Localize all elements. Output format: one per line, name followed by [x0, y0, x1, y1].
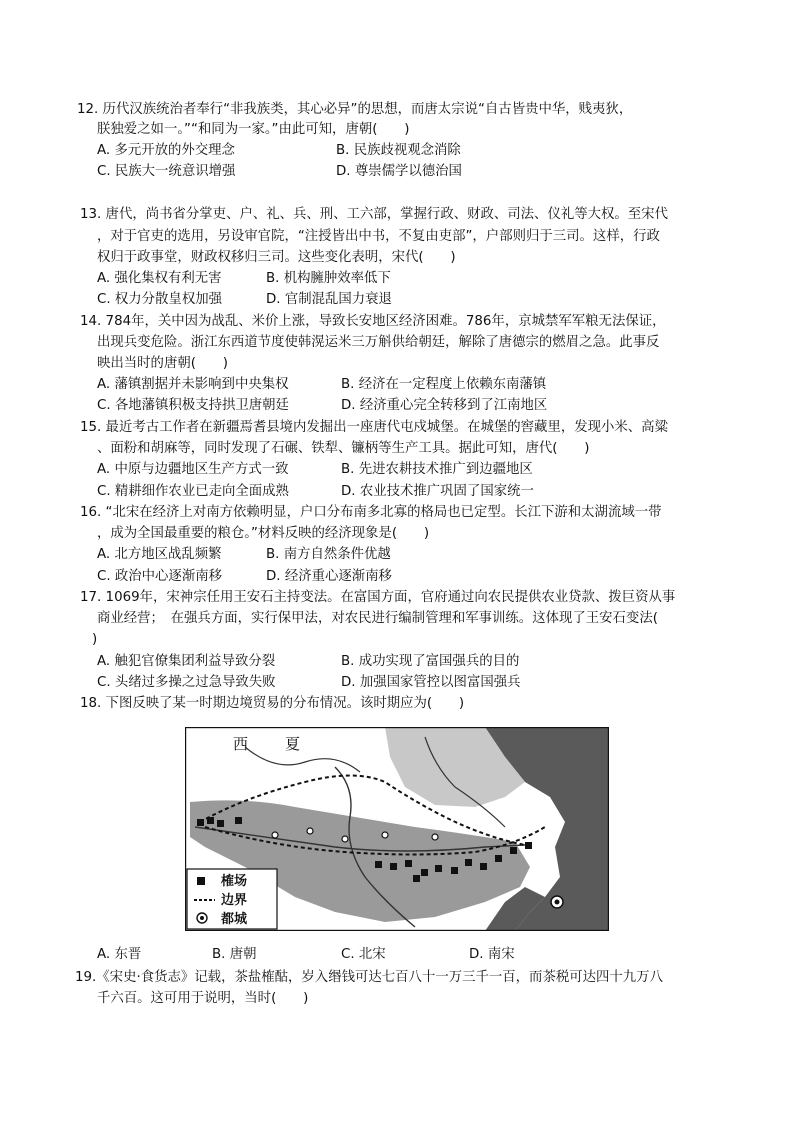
q15-option-c[interactable]: C. 精耕细作农业已走向全面成熟	[97, 484, 289, 499]
market-square	[510, 847, 517, 854]
legend-label-capital: 都城	[221, 912, 248, 927]
q14-option-c[interactable]: C. 各地藩镇积极支持拱卫唐朝廷	[97, 398, 289, 413]
q13-option-d[interactable]: D. 官制混乱国力衰退	[266, 292, 392, 307]
q13-line-3: 权归于政事堂，财政权移归三司。这些变化表明，宋代( )	[97, 250, 456, 265]
map-region-label-1: 西	[233, 735, 249, 753]
q18-option-c[interactable]: C. 北宋	[341, 947, 386, 962]
q17-line-3: )	[92, 632, 98, 647]
market-square	[480, 863, 487, 870]
q12-option-c[interactable]: C. 民族大一统意识增强	[97, 164, 236, 179]
city-circle	[272, 832, 278, 838]
city-circle	[342, 836, 348, 842]
q16-option-d[interactable]: D. 经济重心逐渐南移	[266, 569, 392, 584]
market-square	[495, 855, 502, 862]
q12-option-d[interactable]: D. 尊崇儒学以德治国	[336, 164, 462, 179]
q17-line-2: 商业经营； 在强兵方面，实行保甲法，对农民进行编制管理和军事训练。这体现了王安石变法(	[97, 611, 658, 626]
q13-option-b[interactable]: B. 机构臃肿效率低下	[266, 271, 391, 286]
island	[540, 909, 558, 921]
q16-option-a[interactable]: A. 北方地区战乱频繁	[97, 547, 222, 562]
q12-line-2: 朕独爱之如一。”“和同为一家。”由此可知，唐朝( )	[97, 122, 410, 137]
market-square	[435, 865, 442, 872]
q13-line-2: ，对于官吏的选用，另设审官院，“注授皆出中书，不复由吏部”，户部则归于三司。这样，行政	[97, 229, 660, 244]
q12-option-b[interactable]: B. 民族歧视观念消除	[336, 143, 461, 158]
q13-line-1: 13. 唐代，尚书省分掌吏、户、礼、兵、刑、工六部，掌握行政、财政、司法、仪礼等大权。至宋代	[80, 207, 668, 222]
q13-option-a[interactable]: A. 强化集权有利无害	[97, 271, 222, 286]
market-square	[405, 860, 412, 867]
market-square	[451, 867, 458, 874]
capital-marker	[551, 896, 563, 908]
q14-line-2: 出现兵变危险。浙江东西道节度使韩滉运米三万斛供给朝廷，解除了唐德宗的燃眉之急。此事反	[97, 335, 660, 350]
q14-option-d[interactable]: D. 经济重心完全转移到了江南地区	[341, 398, 548, 413]
market-square	[390, 863, 397, 870]
q19-line-1: 19.《宋史·食货志》记载，茶盐榷酤，岁入缗钱可达七百八十一万三千一百，而茶税可达四十九万八	[75, 970, 663, 985]
market-square	[465, 859, 472, 866]
q18-option-d[interactable]: D. 南宋	[469, 947, 515, 962]
q18-line-1: 18. 下图反映了某一时期边境贸易的分布情况。该时期应为( )	[80, 696, 465, 711]
q14-option-a[interactable]: A. 藩镇割据并未影响到中央集权	[97, 377, 289, 392]
q14-line-3: 映出当时的唐朝( )	[97, 356, 228, 371]
market-square	[197, 819, 204, 826]
q18-option-b[interactable]: B. 唐朝	[212, 947, 257, 962]
map-legend	[187, 869, 277, 929]
q14-line-1: 14. 784年，关中因为战乱、米价上涨，导致长安地区经济困难。786年，京城禁军军粮无法保证，	[80, 314, 666, 329]
q16-line-2: ，成为全国最重要的粮仓。”材料反映的经济现象是( )	[97, 526, 430, 541]
market-square	[375, 861, 382, 868]
capital-inner	[555, 900, 560, 905]
city-circle	[382, 832, 388, 838]
q16-option-c[interactable]: C. 政治中心逐渐南移	[97, 569, 222, 584]
q17-option-c[interactable]: C. 头绪过多操之过急导致失败	[97, 675, 276, 690]
q15-option-a[interactable]: A. 中原与边疆地区生产方式一致	[97, 462, 289, 477]
q16-option-b[interactable]: B. 南方自然条件优越	[266, 547, 391, 562]
q17-option-d[interactable]: D. 加强国家管控以图富国强兵	[341, 675, 521, 690]
legend-market-icon	[197, 877, 205, 885]
border-trade-map	[185, 727, 609, 931]
q12-line-1: 12. 历代汉族统治者奉行“非我族类，其心必异”的思想，而唐太宗说“自古皆贵中华，贱夷狄，	[77, 102, 633, 117]
map-region-label-2: 夏	[285, 735, 301, 753]
q12-option-a[interactable]: A. 多元开放的外交理念	[97, 143, 235, 158]
q17-option-b[interactable]: B. 成功实现了富国强兵的目的	[341, 654, 520, 669]
q16-line-1: 16. “北宋在经济上对南方依赖明显，户口分布南多北寡的格局也已定型。长江下游和太湖流域一带	[80, 505, 662, 520]
q15-option-d[interactable]: D. 农业技术推广巩固了国家统一	[341, 484, 534, 499]
city-circle	[307, 828, 313, 834]
q18-option-a[interactable]: A. 东晋	[97, 947, 142, 962]
market-square	[413, 875, 420, 882]
legend-label-border: 边界	[221, 893, 248, 908]
market-square	[421, 869, 428, 876]
q15-option-b[interactable]: B. 先进农耕技术推广到边疆地区	[341, 462, 533, 477]
market-square	[207, 817, 214, 824]
market-square	[235, 817, 242, 824]
q19-line-2: 千六百。这可用于说明，当时( )	[97, 991, 309, 1006]
q15-line-2: 、面粉和胡麻等，同时发现了石碾、铁犁、镰柄等生产工具。据此可知，唐代( )	[97, 441, 590, 456]
market-square	[525, 842, 532, 849]
legend-label-market: 榷场	[221, 874, 248, 889]
city-circle	[432, 834, 438, 840]
q17-line-1: 17. 1069年，宋神宗任用王安石主持变法。在富国方面，官府通过向农民提供农业贷款、拨巨资从事	[80, 590, 676, 605]
q13-option-c[interactable]: C. 权力分散皇权加强	[97, 292, 222, 307]
market-square	[217, 820, 224, 827]
legend-capital-dot	[200, 916, 204, 920]
q14-option-b[interactable]: B. 经济在一定程度上依赖东南藩镇	[341, 377, 547, 392]
q17-option-a[interactable]: A. 触犯官僚集团利益导致分裂	[97, 654, 276, 669]
q15-line-1: 15. 最近考古工作者在新疆焉耆县境内发掘出一座唐代屯戍城堡。在城堡的窖藏里，发现小米、高粱	[80, 420, 668, 435]
